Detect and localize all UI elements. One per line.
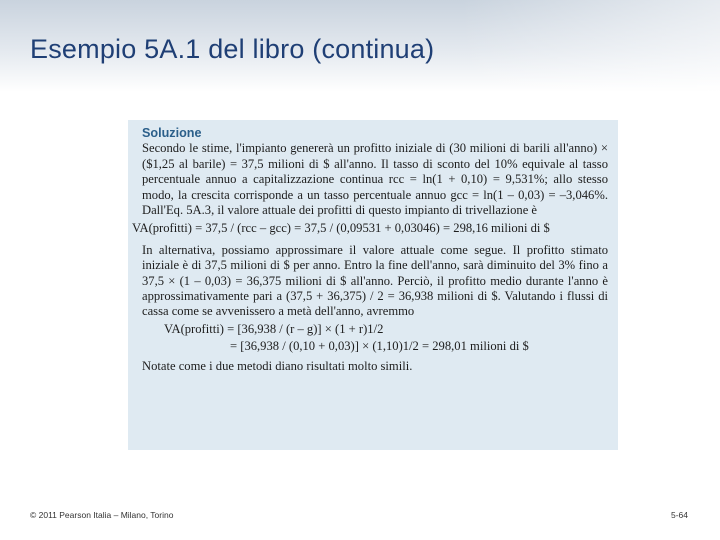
copyright-footer: © 2011 Pearson Italia – Milano, Torino [30, 510, 174, 520]
solution-paragraph-1: Secondo le stime, l'impianto genererà un profitto iniziale di (30 milioni di barili all'anno) × ($1,25 al barile) = 37,5 milioni di $ all'anno. Il tasso di sconto del 10% equivale al tasso percentuale annuo a capitalizzazione continua rcc = ln(1 + 0,10) = 9,531%; allo stesso modo, la crescita corrisponde a un tasso percentuale annuo gcc = ln(1 – 0,03) = –3,046%. Dall'Eq. 5A.3, il valore attuale dei profitti di questo impianto di trivellazione è [142, 141, 608, 218]
book-excerpt-text [132, 126, 608, 374]
solution-heading: Soluzione [142, 126, 202, 140]
solution-paragraph-2: In alternativa, possiamo approssimare il valore attuale come segue. Il profitto stimato iniziale è di 37,5 milioni di $ per anno. Entro la fine dell'anno, sarà diminuito del 3% fino a 37,5 × (1 – 0,03) = 36,375 milioni di $ all'anno. Perciò, il profitto medio durante l'anno è approssimativamente pari a (37,5 + 36,375) / 2 = 36,938 milioni di $. Valutando i flussi di cassa come se avvenissero a metà dell'anno, avremmo [142, 242, 608, 319]
formula-approximation-line-2: = [36,938 / (0,10 + 0,03)] × (1,10)1/2 = 298,01 milioni di $ [230, 339, 529, 354]
solution-paragraph-3: Notate come i due metodi diano risultati molto simili. [142, 358, 413, 373]
slide-page-number: 5-64 [670, 510, 688, 520]
formula-approximation-line-1: VA(profitti) = [36,938 / (r – g)] × (1 + r)1/2 [164, 321, 384, 336]
slide-title: Esempio 5A.1 del libro (continua) [30, 34, 435, 64]
book-excerpt-box [128, 120, 618, 450]
formula-present-value-continuous: VA(profitti) = 37,5 / (rcc – gcc) = 37,5 / (0,09531 + 0,03046) = 298,16 milioni di $ [132, 221, 550, 236]
